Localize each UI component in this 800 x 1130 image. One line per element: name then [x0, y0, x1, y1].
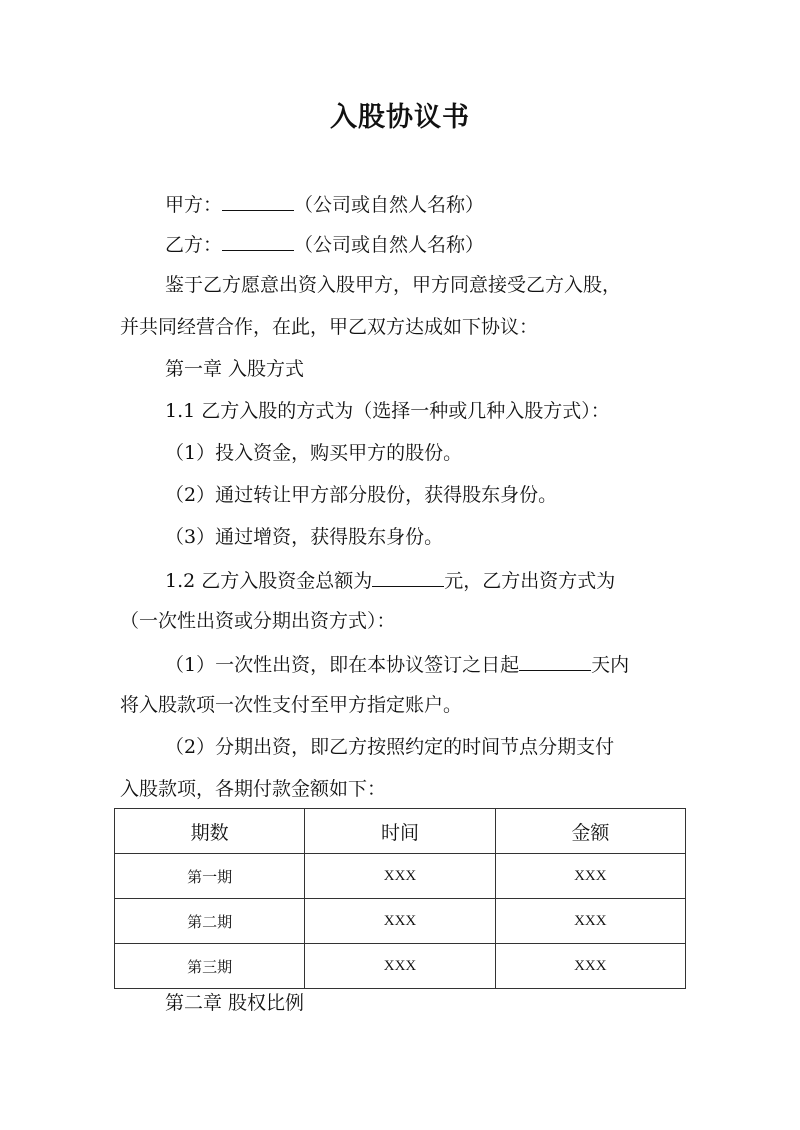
- header-amount: 金额: [495, 809, 685, 854]
- lump-sum-pre: （1）一次性出资，即在本协议签订之日起: [165, 654, 520, 676]
- table-row: [115, 899, 686, 944]
- party-a-hint: （公司或自然人名称）: [294, 194, 485, 216]
- clause-1-2-pre: 1.2 乙方入股资金总额为: [165, 570, 373, 592]
- payment-schedule-table: [114, 808, 686, 989]
- preamble-line-1: 鉴于乙方愿意出资入股甲方，甲方同意接受乙方入股，: [165, 274, 622, 296]
- chapter-1-heading: 第一章 入股方式: [165, 358, 305, 380]
- period-cell: 第一期: [115, 854, 305, 899]
- amount-cell: XXX: [495, 944, 685, 989]
- party-a-label: 甲方：: [165, 194, 223, 216]
- table-row: [115, 944, 686, 989]
- amount-cell: XXX: [495, 899, 685, 944]
- installment-line-2: 入股款项，各期付款金额如下：: [120, 778, 387, 800]
- party-b-hint: （公司或自然人名称）: [294, 234, 485, 256]
- party-b-blank: [222, 230, 294, 251]
- lump-sum-post: 天内: [591, 654, 630, 676]
- days-blank: [519, 650, 591, 671]
- clause-1-2-post: 元，乙方出资方式为: [444, 570, 616, 592]
- clause-1-1: 1.1 乙方入股的方式为（选择一种或几种入股方式）：: [165, 400, 610, 422]
- installment-line-1: （2）分期出资，即乙方按照约定的时间节点分期支付: [165, 736, 615, 758]
- time-cell: XXX: [305, 944, 495, 989]
- clause-1-2: [165, 566, 615, 594]
- time-cell: XXX: [305, 899, 495, 944]
- table-row: [115, 854, 686, 899]
- option-1: （1）投入资金，购买甲方的股份。: [165, 442, 463, 464]
- clause-1-2-line-2: （一次性出资或分期出资方式）：: [120, 610, 396, 632]
- party-b-label: 乙方：: [165, 234, 223, 256]
- chapter-2-heading: 第二章 股权比例: [165, 992, 305, 1014]
- document-title: 入股协议书: [330, 102, 470, 133]
- period-cell: 第三期: [115, 944, 305, 989]
- party-b-line: [165, 230, 484, 258]
- header-time: 时间: [305, 809, 495, 854]
- header-period: 期数: [115, 809, 305, 854]
- option-2: （2）通过转让甲方部分股份，获得股东身份。: [165, 484, 558, 506]
- option-3: （3）通过增资，获得股东身份。: [165, 526, 444, 548]
- lump-sum-line-2: 将入股款项一次性支付至甲方指定账户。: [120, 694, 463, 716]
- table-header-row: [115, 809, 686, 854]
- time-cell: XXX: [305, 854, 495, 899]
- party-a-line: [165, 190, 484, 218]
- lump-sum-line-1: [165, 650, 629, 678]
- amount-cell: XXX: [495, 854, 685, 899]
- period-cell: 第二期: [115, 899, 305, 944]
- preamble-line-2: 并共同经营合作，在此，甲乙双方达成如下协议：: [120, 316, 539, 338]
- party-a-blank: [222, 190, 294, 211]
- total-amount-blank: [372, 566, 444, 587]
